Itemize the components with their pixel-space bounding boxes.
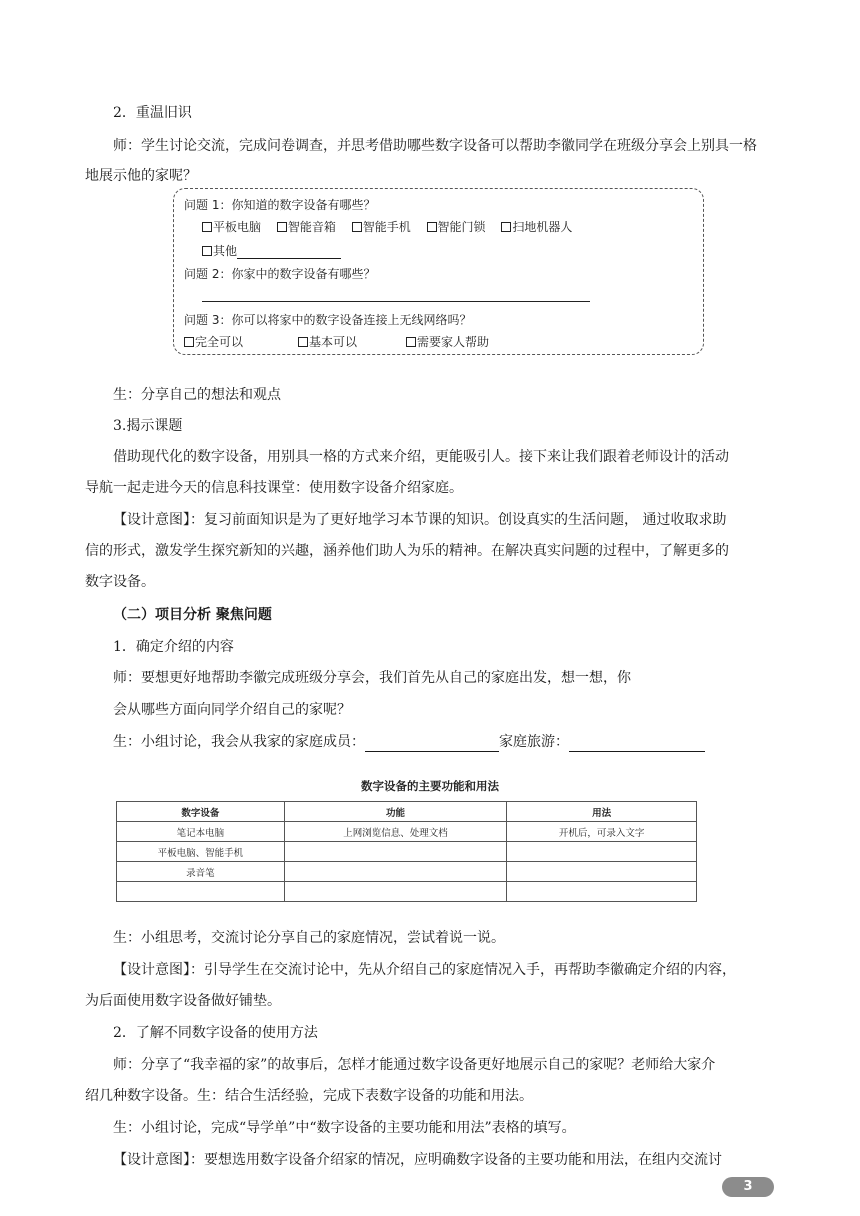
survey-question-3: 问题 3：你可以将家中的数字设备连接上无线网络吗？ — [184, 313, 472, 327]
family-travel-blank[interactable] — [569, 736, 705, 752]
part-heading: （二）项目分析 聚焦问题 — [113, 607, 272, 623]
teacher-paragraph: 师：学生讨论交流，完成问卷调查，并思考借助哪些数字设备可以帮助李徽同学在班级分享会上别具一格 — [113, 138, 757, 154]
option-label: 完全可以 — [195, 335, 244, 349]
section-heading-content: 1．确定介绍的内容 — [113, 639, 234, 655]
table-cell[interactable] — [284, 862, 507, 882]
student-response: 生：小组讨论，完成“导学单”中“数字设备的主要功能和用法”表格的填写。 — [113, 1120, 576, 1136]
teacher-paragraph: 师：要想更好地帮助李徽完成班级分享会，我们首先从自己的家庭出发，想一想，你 — [113, 670, 631, 686]
table-row — [117, 822, 697, 842]
table-cell: 开机后，可录入文字 — [507, 822, 697, 842]
table-cell[interactable] — [284, 882, 507, 902]
section-heading-usage: 2．了解不同数字设备的使用方法 — [113, 1025, 318, 1041]
table-cell: 录音笔 — [117, 862, 285, 882]
checkbox-icon[interactable] — [406, 337, 416, 347]
checkbox-icon[interactable] — [427, 222, 437, 232]
table-header-cell: 功能 — [284, 802, 507, 822]
teacher-paragraph-cont: 地展示他的家呢？ — [85, 168, 197, 184]
option-label: 平板电脑 — [213, 220, 262, 234]
option-label: 智能手机 — [362, 220, 411, 234]
q2-answer-line[interactable] — [202, 301, 590, 302]
checkbox-icon[interactable] — [298, 337, 308, 347]
checkbox-icon[interactable] — [202, 222, 212, 232]
checkbox-icon[interactable] — [184, 337, 194, 347]
design-intent-cont: 数字设备。 — [85, 574, 155, 590]
survey-q1-options — [202, 219, 584, 235]
option-label: 需要家人帮助 — [417, 335, 490, 349]
survey-q1-other — [202, 243, 341, 259]
table-row — [117, 862, 697, 882]
design-intent-paragraph: 【设计意图】：要想选用数字设备介绍家的情况，应明确数字设备的主要功能和用法，在组内交流讨 — [113, 1152, 722, 1168]
student-mid-label: 家庭旅游： — [499, 734, 569, 750]
section-heading-topic: 3.揭示课题 — [113, 418, 183, 434]
design-intent-paragraph: 【设计意图】：复习前面知识是为了更好地学习本节课的知识。创设真实的生活问题， 通过收取求助 — [113, 512, 727, 528]
student-prefix: 生：小组讨论，我会从我家的家庭成员： — [113, 734, 365, 750]
teacher-paragraph-cont: 绍几种数字设备。生：结合生活经验，完成下表数字设备的功能和用法。 — [85, 1088, 533, 1104]
checkbox-icon[interactable] — [352, 222, 362, 232]
topic-paragraph: 借助现代化的数字设备，用别具一格的方式来介绍，更能吸引人。接下来让我们跟着老师设计的活动 — [113, 449, 729, 465]
design-intent-cont: 信的形式，激发学生探究新知的兴趣，涵养他们助人为乐的精神。在解决真实问题的过程中，了解更多的 — [85, 543, 729, 559]
student-response: 生：分享自己的想法和观点 — [113, 387, 281, 403]
checkbox-icon[interactable] — [501, 222, 511, 232]
table-cell[interactable] — [284, 842, 507, 862]
page-number-badge: 3 — [722, 1177, 774, 1197]
table-cell[interactable] — [507, 882, 697, 902]
table-cell[interactable] — [507, 862, 697, 882]
survey-question-1: 问题 1：你知道的数字设备有哪些？ — [184, 198, 376, 212]
survey-questionnaire — [173, 188, 704, 355]
table-row — [117, 882, 697, 902]
section-heading-review: 2．重温旧识 — [113, 105, 192, 121]
option-label: 其他 — [213, 244, 238, 258]
topic-paragraph-cont: 导航一起走进今天的信息科技课堂：使用数字设备介绍家庭。 — [85, 480, 463, 496]
teacher-paragraph-cont: 会从哪些方面向同学介绍自己的家呢？ — [113, 702, 351, 718]
table-row — [117, 842, 697, 862]
table-header-cell: 数字设备 — [117, 802, 285, 822]
design-intent-cont: 为后面使用数字设备做好铺垫。 — [85, 993, 281, 1009]
survey-question-2: 问题 2：你家中的数字设备有哪些？ — [184, 267, 376, 281]
table-cell: 笔记本电脑 — [117, 822, 285, 842]
option-label: 智能门锁 — [437, 220, 486, 234]
student-response: 生：小组思考，交流讨论分享自己的家庭情况，尝试着说一说。 — [113, 930, 505, 946]
checkbox-icon[interactable] — [202, 246, 212, 256]
family-members-blank[interactable] — [365, 736, 499, 752]
table-cell[interactable] — [117, 882, 285, 902]
table-header-cell: 用法 — [507, 802, 697, 822]
table-header-row — [117, 802, 697, 822]
option-label: 基本可以 — [309, 335, 358, 349]
device-function-table — [116, 801, 697, 902]
design-intent-paragraph: 【设计意图】：引导学生在交流讨论中，先从介绍自己的家庭情况入手，再帮助李徽确定介绍的内容， — [113, 962, 736, 978]
option-label: 智能音箱 — [287, 220, 336, 234]
student-fill-line — [113, 732, 705, 752]
option-label: 扫地机器人 — [512, 220, 573, 234]
other-fill-line[interactable] — [237, 246, 341, 259]
table-cell: 上网浏览信息、处理文档 — [284, 822, 507, 842]
table-title: 数字设备的主要功能和用法 — [361, 779, 499, 793]
table-cell[interactable] — [507, 842, 697, 862]
checkbox-icon[interactable] — [277, 222, 287, 232]
survey-q3-options — [184, 334, 489, 350]
teacher-paragraph: 师：分享了“我幸福的家”的故事后，怎样才能通过数字设备更好地展示自己的家呢？老师给大家介 — [113, 1057, 716, 1073]
table-cell: 平板电脑、智能手机 — [117, 842, 285, 862]
